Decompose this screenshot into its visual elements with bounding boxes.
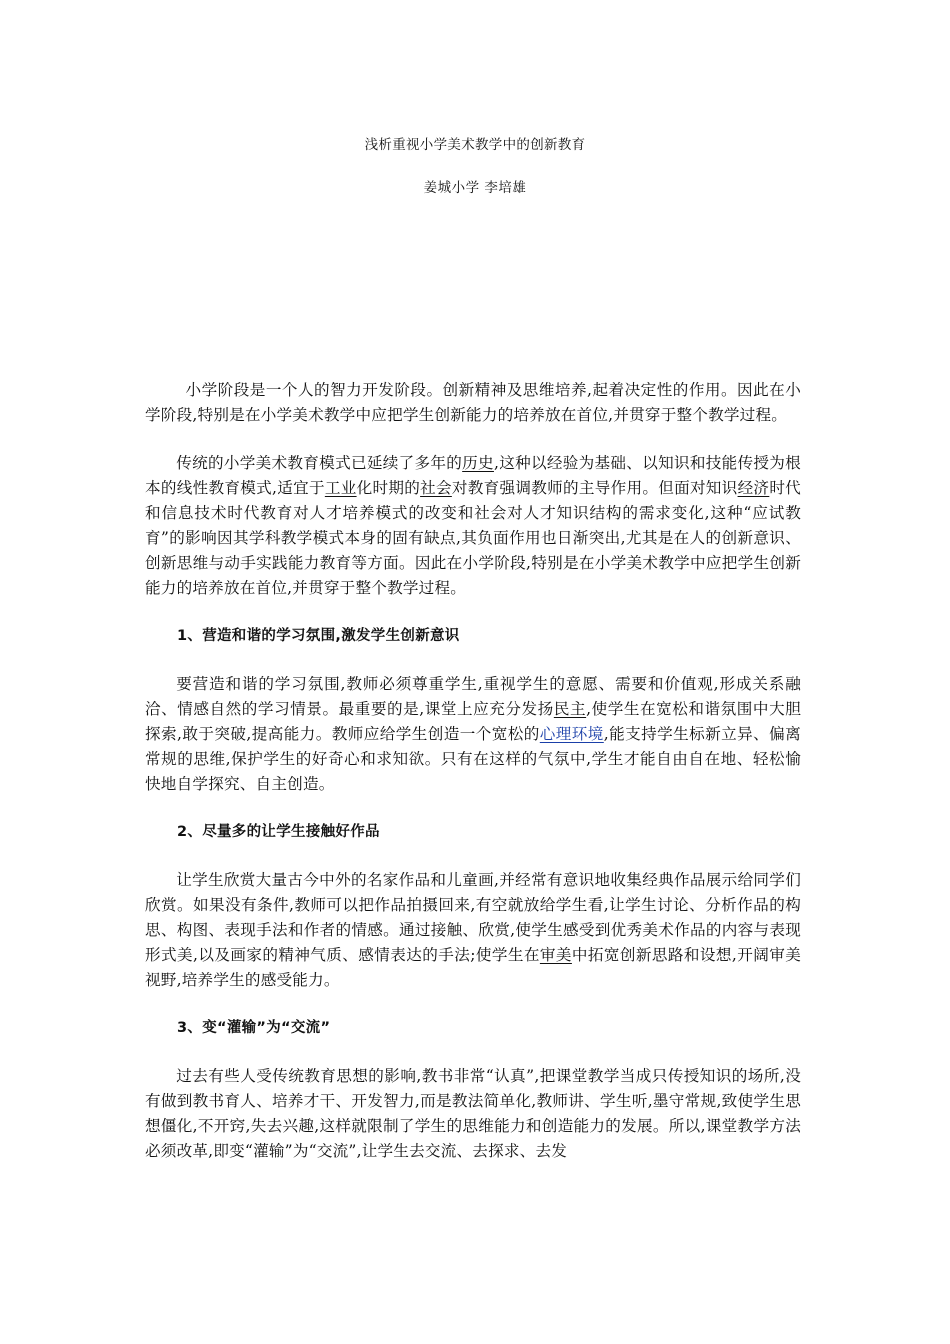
link-industry[interactable]: 工业 (324, 479, 357, 497)
text-run: 对教育强调教师的主导作用。但面对知识 (451, 479, 738, 497)
paragraph-intro-text: 小学阶段是一个人的智力开发阶段。创新精神及思维培养,起着决定性的作用。因此在小学阶段,特别是在小学美术教学中应把学生创新能力的培养放在首位,并贯穿于整个教学过程。 (145, 381, 801, 424)
document-body (145, 378, 801, 1164)
paragraph-spacer (145, 601, 801, 624)
paragraph-good-works (145, 868, 801, 993)
paragraph-spacer (145, 993, 801, 1016)
text-run: 传统的小学美术教育模式已延续了多年的 (176, 454, 463, 472)
link-aesthetics[interactable]: 审美 (539, 946, 572, 964)
paragraph-exchange-text: 过去有些人受传统教育思想的影响,教书非常“认真”,把课堂教学当成只传授知识的场所,没有做到教书育人、培养才干、开发智力,而是教法简单化,教师讲、学生听,墨守常规,致使学生思想僵化,不开窍,失去兴趣,这样就限制了学生的思维能力和创造能力的发展。所以,课堂教学方法必须改革,即变“灌输”为“交流”,让学生去交流、去探求、去发 (145, 1067, 801, 1160)
section-heading-3: 3、变“灌输”为“交流” (177, 1020, 331, 1036)
text-run: 中拓宽创新思路和设想,开阔审美视野,培养学生的感受能力。 (145, 946, 801, 989)
paragraph-traditional-model (145, 451, 801, 601)
document-author: 姜城小学 李培雄 (423, 180, 527, 196)
paragraph-exchange (145, 1064, 801, 1164)
text-run: ,这种以经验为基础、以知识和技能传授为根本的线性教育模式,适宜于 (145, 454, 801, 497)
text-run: ,能支持学生标新立异、偏离常规的思维,保护学生的好奇心和求知欲。只有在这样的气氛中,学生才能自由自在地、轻松愉快地自学探究、自主创造。 (145, 725, 801, 793)
section-heading-2: 2、尽量多的让学生接触好作品 (177, 824, 380, 840)
link-society[interactable]: 社会 (420, 479, 452, 497)
text-run: ,使学生在宽松和谐氛围中大胆探索,敢于突破,提高能力。教师应给学生创造一个宽松的 (145, 700, 801, 743)
document-title: 浅析重视小学美术教学中的创新教育 (364, 137, 586, 153)
text-run: 要营造和谐的学习氛围,教师必须尊重学生,重视学生的意愿、需要和价值观,形成关系融洽、情感自然的学习情景。最重要的是,课堂上应充分发扬 (145, 675, 801, 718)
paragraph-spacer (145, 1041, 801, 1064)
paragraph-spacer (145, 845, 801, 868)
text-run: 时代和信息技术时代教育对人才培养模式的改变和社会对人才知识结构的需求变化,这种“应试教育”的影响因其学科教学模式本身的固有缺点,其负面作用也日渐突出,尤其是在人的创新意识、创新思维与动手实践能力教育等方面。因此在小学阶段,特别是在小学美术教学中应把学生创新能力的培养放在首位,并贯穿于整个教学过程。 (145, 479, 801, 597)
text-run: 化时期的 (356, 479, 421, 497)
link-economy[interactable]: 经济 (737, 479, 770, 497)
link-history[interactable]: 历史 (462, 454, 494, 472)
link-democracy[interactable]: 民主 (553, 700, 587, 718)
paragraph-learning-atmosphere (145, 672, 801, 797)
section-heading-1: 1、营造和谐的学习氛围,激发学生创新意识 (177, 628, 460, 644)
paragraph-spacer (145, 428, 801, 451)
paragraph-intro (145, 378, 801, 428)
text-run: 让学生欣赏大量古今中外的名家作品和儿童画,并经常有意识地收集经典作品展示给同学们欣赏。如果没有条件,教师可以把作品拍摄回来,有空就放给学生看,让学生讨论、分析作品的构思、构图、表现手法和作者的情感。通过接触、欣赏,使学生感受到优秀美术作品的内容与表现形式美,以及画家的精神气质、感情表达的手法;使学生在 (145, 871, 801, 964)
link-psychological-environment[interactable]: 心理环境 (539, 725, 604, 743)
paragraph-spacer (145, 649, 801, 672)
paragraph-spacer (145, 797, 801, 820)
